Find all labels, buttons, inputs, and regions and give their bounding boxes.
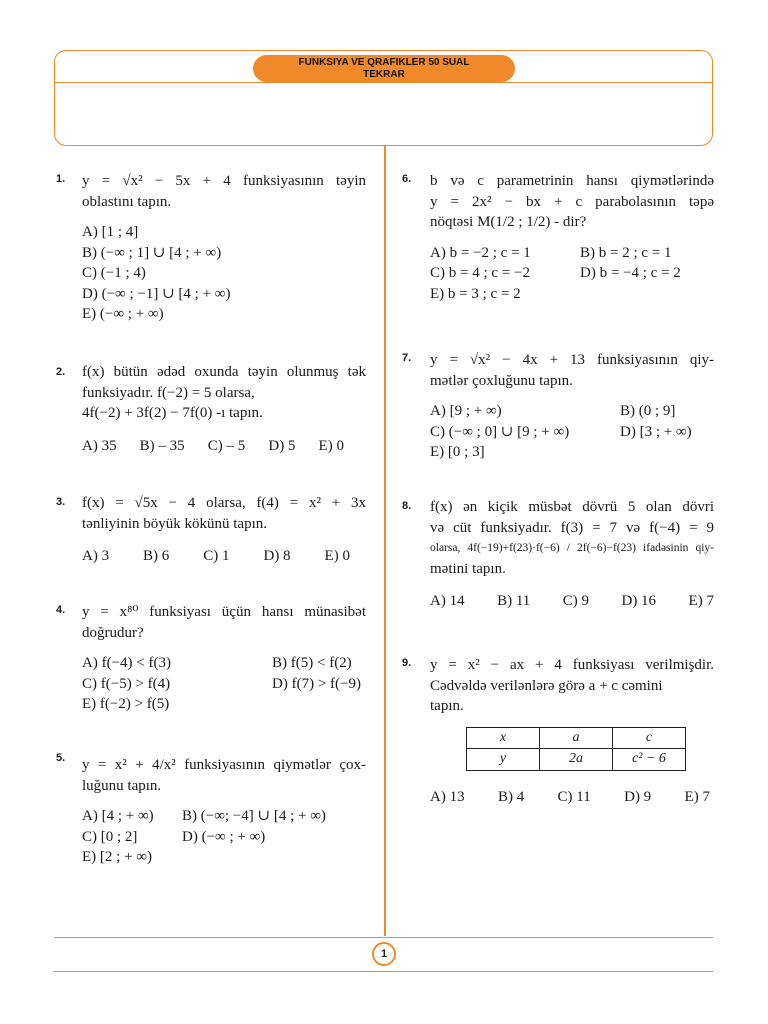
question-text-line: b və c parametrinin hansı qiymətlərində <box>430 173 714 189</box>
question-text-line: y = x² + 4/x² funksiyasının qiymətlər çox- <box>82 757 366 773</box>
options-row <box>430 787 710 808</box>
option: C) 1 <box>203 548 230 564</box>
option: E) 7 <box>684 788 710 805</box>
option: B) (−∞; −4] ∪ [4 ; + ∞) <box>182 808 326 824</box>
option: D) 16 <box>621 593 657 609</box>
option: C) b = 4 ; c = −2 <box>430 265 530 281</box>
options-list <box>430 401 714 463</box>
options-list <box>430 243 714 305</box>
option: D) (−∞ ; + ∞) <box>182 828 266 845</box>
question-number: 5. <box>56 752 66 764</box>
question-7 <box>430 350 714 463</box>
question-8 <box>430 497 714 612</box>
question-text-line: tapın. <box>430 698 464 714</box>
option: A) [9 ; + ∞) <box>430 403 502 419</box>
question-text-line: nöqtəsi M(1/2 ; 1/2) - dir? <box>430 214 587 230</box>
option: A) 3 <box>82 548 110 564</box>
question-number: 1. <box>56 173 66 185</box>
question-text-line: funksiyadır. f(−2) = 5 olarsa, <box>82 384 255 401</box>
question-text-line: tənliyinin böyük kökünü tapın. <box>82 515 267 532</box>
option: D) 5 <box>268 437 296 454</box>
option: E) [2 ; + ∞) <box>82 849 152 865</box>
table-row <box>467 749 686 771</box>
option: A) [4 ; + ∞) <box>82 808 154 824</box>
option: B) (0 ; 9] <box>620 403 676 419</box>
option: A) 14 <box>430 593 465 609</box>
question-5 <box>82 755 366 868</box>
table-cell: 2a <box>540 749 613 771</box>
question-number: 7. <box>402 352 412 364</box>
option: C) (−∞ ; 0] ∪ [9 ; + ∞) <box>430 423 570 440</box>
option: E) [0 ; 3] <box>430 444 485 460</box>
page-number: 1 <box>372 942 396 966</box>
option: B) – 35 <box>139 437 185 454</box>
option: C) (−1 ; 4) <box>82 265 146 281</box>
option: D) 9 <box>624 788 652 805</box>
option: C) – 5 <box>207 437 246 454</box>
option: A) 35 <box>82 437 117 454</box>
option: B) f(5) < f(2) <box>272 655 352 671</box>
option: E) 0 <box>324 548 350 564</box>
option: D) b = −4 ; c = 2 <box>580 265 681 281</box>
question-number: 4. <box>56 604 66 616</box>
question-text-line: y = x² − ax + 4 funksiyası verilmişdir. <box>430 657 714 673</box>
title-pill <box>253 55 515 82</box>
option: D) [3 ; + ∞) <box>620 423 692 440</box>
table-cell: c <box>613 727 686 749</box>
question-9 <box>430 655 714 807</box>
question-text-line: y = x⁸⁰ funksiyası üçün hansı münasibət <box>82 604 366 620</box>
options-row <box>82 546 350 567</box>
question-text-line: mətlər çoxluğunu tapın. <box>430 372 573 389</box>
option: A) [1 ; 4] <box>82 224 139 240</box>
question-text-line: f(x) ən kiçik müsbət dövrü 5 olan dövri <box>430 499 714 515</box>
question-number: 3. <box>56 496 66 508</box>
options-row <box>82 436 344 457</box>
question-text-line: y = √x² − 4x + 13 funksiyasının qiy- <box>430 352 714 368</box>
question-6 <box>430 171 714 304</box>
option: A) b = −2 ; c = 1 <box>430 244 531 261</box>
options-list <box>82 222 366 325</box>
option: B) b = 2 ; c = 1 <box>580 244 672 261</box>
question-text-line: y = √x² − 5x + 4 funksiyasının təyin <box>82 173 366 189</box>
question-number: 9. <box>402 657 412 669</box>
question-1 <box>82 171 366 325</box>
question-3 <box>82 493 366 567</box>
option: E) (−∞ ; + ∞) <box>82 306 164 322</box>
table-cell: y <box>467 749 540 771</box>
option: C) 11 <box>557 788 591 805</box>
question-number: 8. <box>402 500 412 512</box>
question-text-line: və cüt funksiyadır. f(3) = 7 və f(−4) = 9 <box>430 519 714 536</box>
table-cell: x <box>467 727 540 749</box>
footer-line-bottom <box>54 971 713 972</box>
column-divider <box>384 146 386 936</box>
question-2 <box>82 362 366 456</box>
option: C) [0 ; 2] <box>82 828 138 845</box>
option: B) 11 <box>497 593 531 609</box>
question-text-line: doğrudur? <box>82 624 144 641</box>
question-text-line: luğunu tapın. <box>82 777 162 794</box>
question-number: 2. <box>56 366 66 378</box>
question-text-line: f(x) = √5x − 4 olarsa, f(4) = x² + 3x <box>82 495 366 511</box>
question-text-line: olarsa, 4f(−19)+f(23)·f(−6) / 2f(−6)−f(23) ifadəsinin qiy- <box>430 542 714 554</box>
option: B) 4 <box>497 788 525 805</box>
question-text-line: oblastını tapın. <box>82 193 172 210</box>
table-cell: c² − 6 <box>613 749 686 771</box>
options-list <box>82 806 366 868</box>
question-text-line: y = 2x² − bx + c parabolasının təpə <box>430 193 714 210</box>
option: D) f(7) > f(−9) <box>272 675 361 692</box>
footer-line-top <box>54 937 713 938</box>
option: E) 0 <box>318 437 344 454</box>
option: C) f(−5) > f(4) <box>82 675 171 692</box>
header-divider <box>55 82 712 83</box>
question-text-line: f(x) bütün ədəd oxunda təyin olunmuş tək <box>82 364 366 380</box>
option: D) (−∞ ; −1] ∪ [4 ; + ∞) <box>82 285 231 302</box>
options-row <box>430 591 714 612</box>
options-list <box>82 653 366 715</box>
question-text-line: Cədvəldə verilənlərə görə a + c cəmini <box>430 677 663 694</box>
question-4 <box>82 602 366 715</box>
table-row <box>467 727 686 749</box>
option: E) 7 <box>688 593 714 609</box>
option: C) 9 <box>562 593 589 609</box>
option: B) 6 <box>143 548 170 564</box>
question-number: 6. <box>402 173 412 185</box>
option: A) 13 <box>430 788 465 805</box>
question-text-line: 4f(−2) + 3f(2) − 7f(0) -ı tapın. <box>82 405 263 421</box>
option: E) f(−2) > f(5) <box>82 696 170 712</box>
table-cell: a <box>540 727 613 749</box>
option: D) 8 <box>263 548 291 564</box>
option: E) b = 3 ; c = 2 <box>430 285 521 302</box>
question-text-line: mətini tapın. <box>430 560 506 577</box>
title-line-2: TEKRAR <box>363 68 405 80</box>
values-table <box>466 727 686 771</box>
option: A) f(−4) < f(3) <box>82 655 171 671</box>
option: B) (−∞ ; 1] ∪ [4 ; + ∞) <box>82 244 222 261</box>
title-line-1: FUNKSIYA VE QRAFIKLER 50 SUAL <box>298 57 470 68</box>
